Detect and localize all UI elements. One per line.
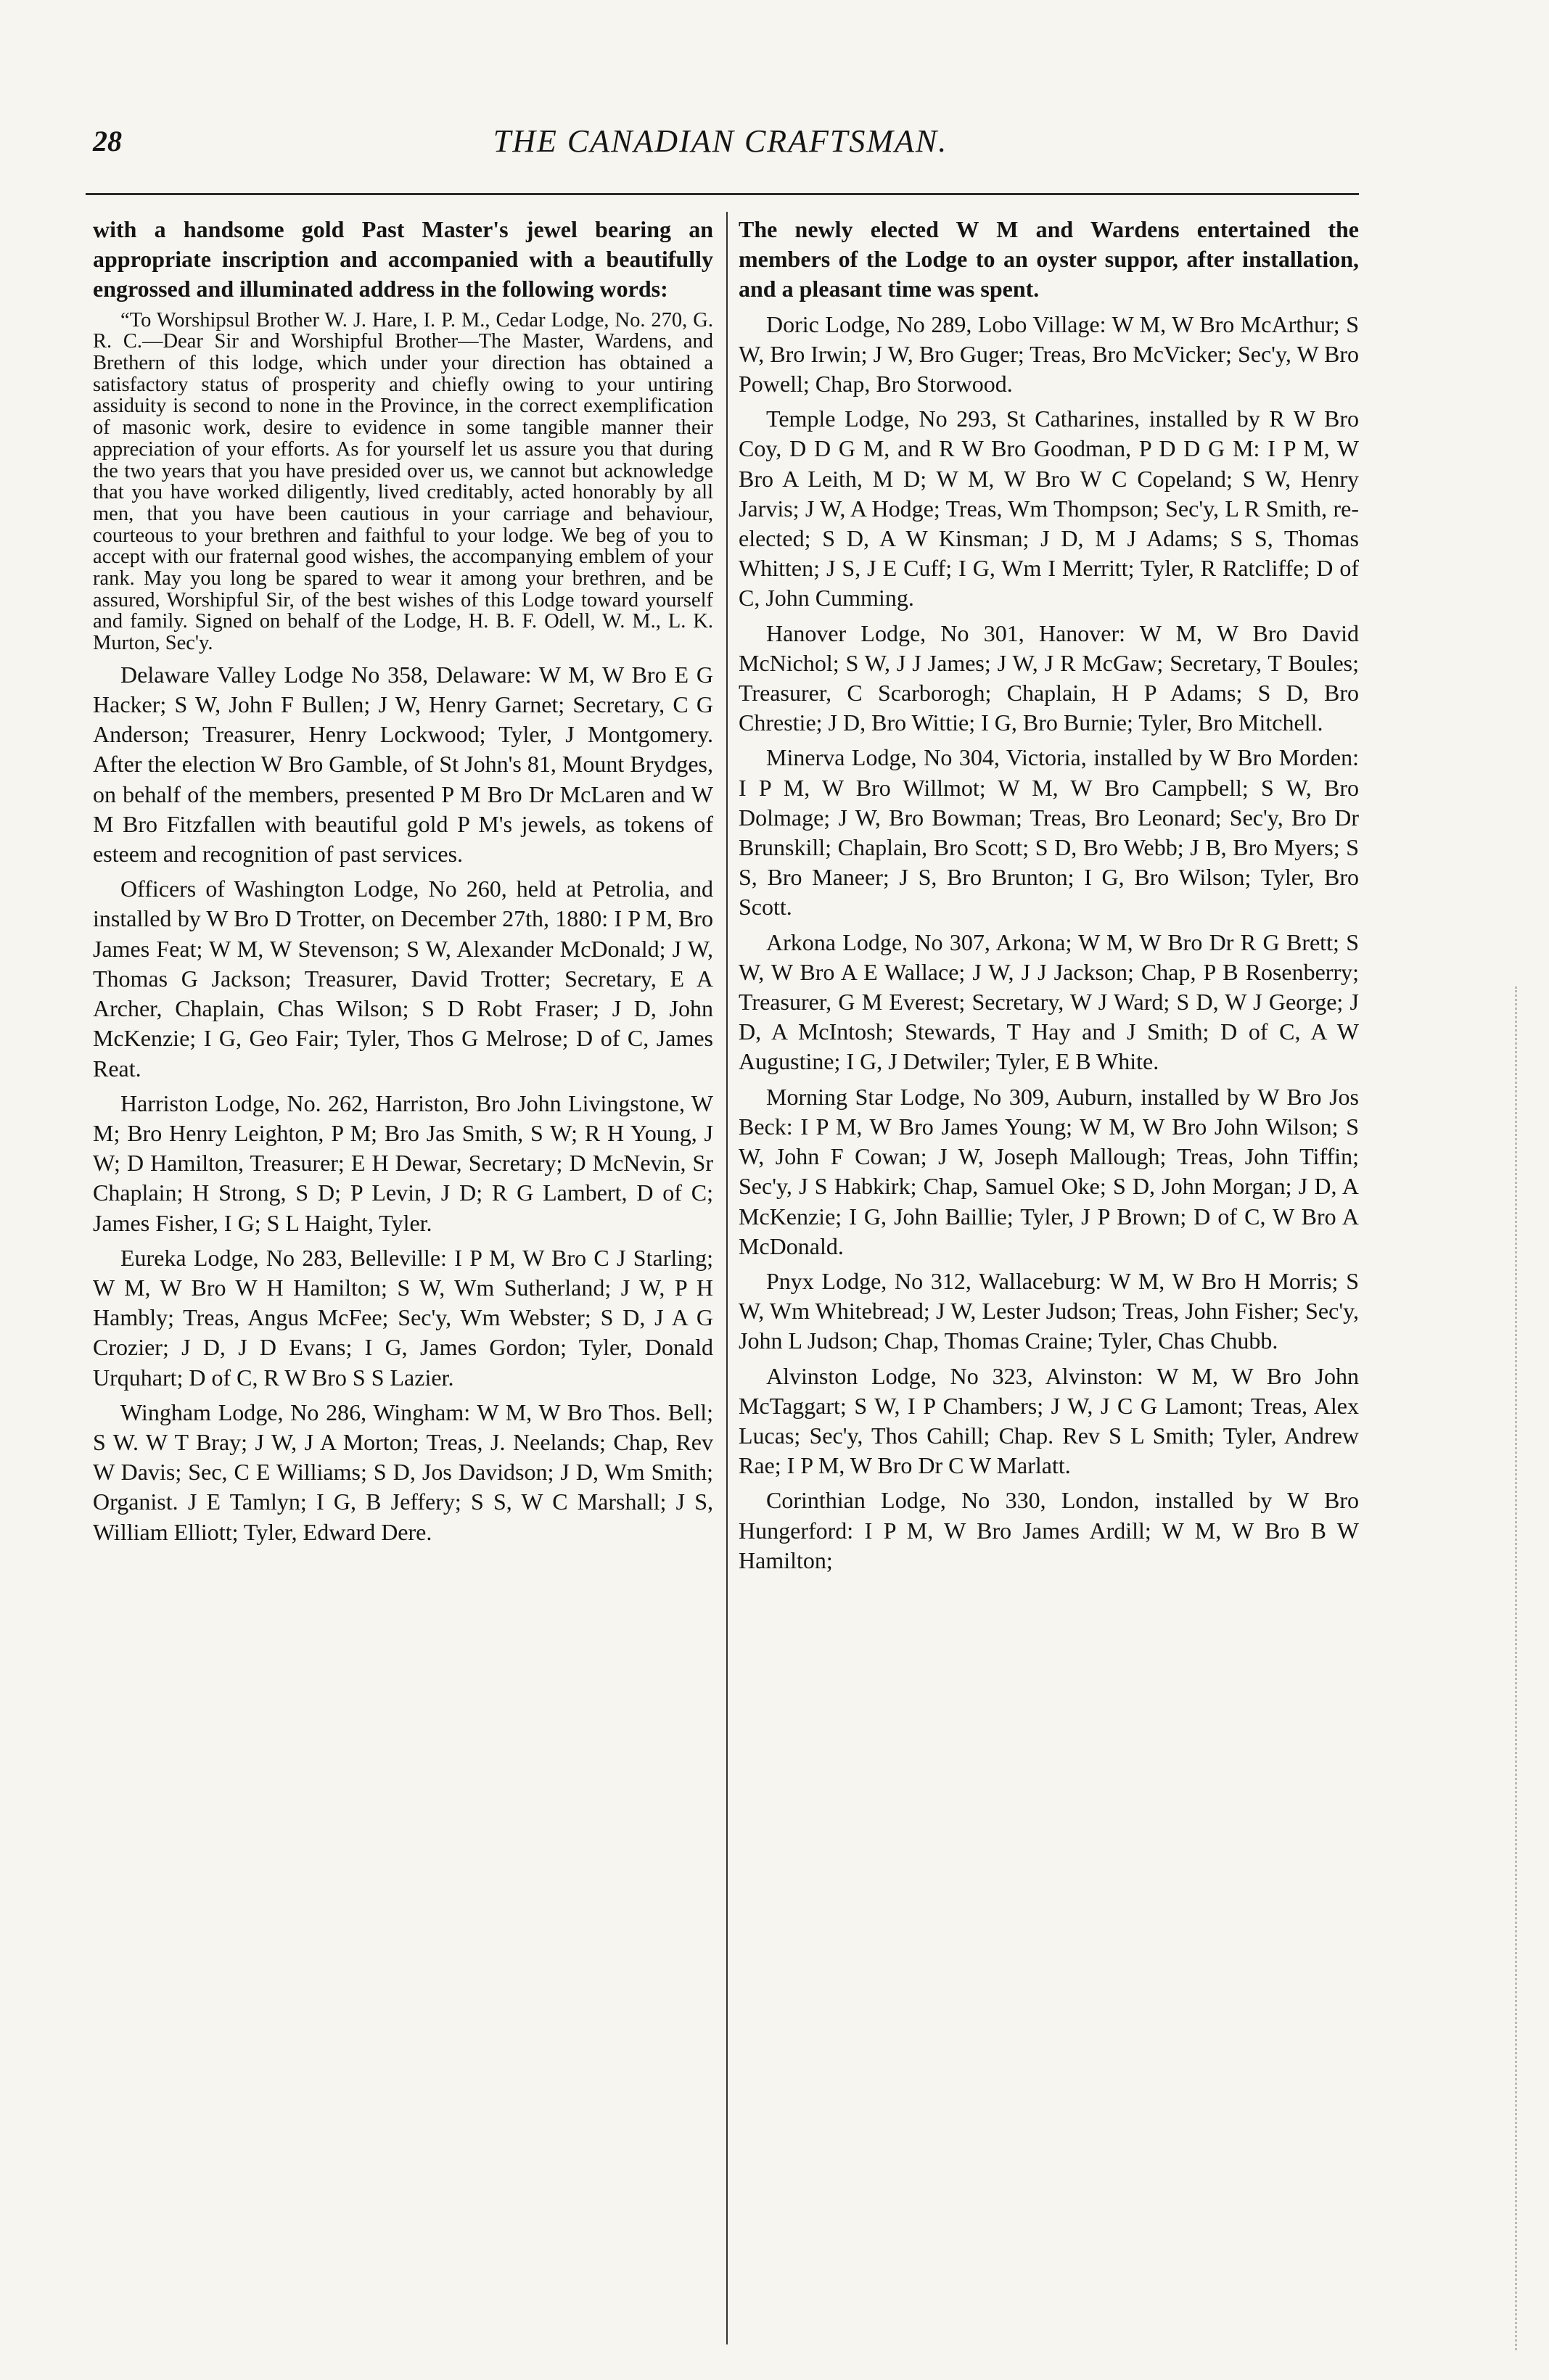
header-rule [86, 193, 1359, 195]
doric-lodge: Doric Lodge, No 289, Lobo Village: W M, W Bro McArthur; S W, Bro Irwin; J W, Bro Guger; Treas, Bro McVicker; Sec'y, W Bro Powell; Chap, Bro Storwood. [739, 310, 1359, 398]
column-divider [726, 212, 728, 2344]
morning-star-lodge: Morning Star Lodge, No 309, Auburn, installed by W Bro Jos Beck: I P M, W Bro James Young; W M, W Bro John Wilson; S W, John F Cowan; J W, Joseph Mallough; Treas, John Tiffin; Sec'y, J S Habkirk; Chap, Samuel Oke; S D, John Morgan; J D, A McKenzie; I G, John Baillie; Tyler, J P Brown; D of C, W Bro A McDonald. [739, 1083, 1359, 1259]
minerva-lodge: Minerva Lodge, No 304, Victoria, installed by W Bro Morden: I P M, W Bro Willmot; W M, W Bro Campbell; S W, Bro Dolmage; J W, Bro Bowman; Treas, Bro Leonard; Sec'y, Bro Dr Brunskill; Chaplain, Bro Scott; S D, Bro Webb; J B, Bro Myers; S S, Bro Maneer; J S, Bro Brunton; I G, Bro Wilson; Tyler, Bro Scott. [739, 744, 1359, 921]
intro-paragraph: with a handsome gold Past Master's jewel bearing an appropriate inscription and accompanied with a beautifully engrossed and illuminated address in the following words: [93, 216, 713, 302]
page-edge-mark [1515, 987, 1524, 2350]
harriston-lodge: Harriston Lodge, No. 262, Harriston, Bro John Livingstone, W M; Bro Henry Leighton, P M; Bro Jas Smith, S W; R H Young, J W; D Hamilton, Treasurer; E H Dewar, Secretary; D McNevin, Sr Chaplain; H Strong, S D; P Levin, J D; R G Lambert, D of C; James Fisher, I G; S L Haight, Tyler. [93, 1090, 713, 1236]
corinthian-lodge: Corinthian Lodge, No 330, London, installed by W Bro Hungerford: I P M, W Bro James Ardill; W M, W Bro B W Hamilton; [739, 1487, 1359, 1573]
page-header [93, 116, 1348, 167]
hanover-lodge: Hanover Lodge, No 301, Hanover: W M, W Bro David McNichol; S W, J J James; J W, J R McGaw; Secretary, T Boules; Treasurer, C Scarborogh; Chaplain, H P Adams; S D, Bro Chrestie; J D, Bro Wittie; I G, Bro Burnie; Tyler, Bro Mitchell. [739, 619, 1359, 736]
eureka-lodge: Eureka Lodge, No 283, Belleville: I P M, W Bro C J Starling; W M, W Bro W H Hamilton; S W, Wm Sutherland; J W, P H Hambly; Treas, Angus McFee; Sec'y, Wm Webster; S D, J A G Crozier; J D, J D Evans; I G, James Gordon; Tyler, Donald Urquhart; D of C, R W Bro S S Lazier. [93, 1244, 713, 1391]
page-number: 28 [93, 125, 122, 157]
alvinston-lodge: Alvinston Lodge, No 323, Alvinston: W M, W Bro John McTaggart; S W, I P Chambers; J W, J C G Lamont; Treas, Alex Lucas; Sec'y, Thos Cahill; Chap. Rev S L Smith; Tyler, Andrew Rae; I P M, W Bro Dr C W Marlatt. [739, 1362, 1359, 1479]
wingham-lodge: Wingham Lodge, No 286, Wingham: W M, W Bro Thos. Bell; S W. W T Bray; J W, J A Morton; Treas, J. Neelands; Chap, Rev W Davis; Sec, C E Williams; S D, Jos Davidson; J D, Wm Smith; Organist. J E Tamlyn; I G, B Jeffery; S S, W C Marshall; J S, William Elliott; Tyler, Edward Dere. [93, 1399, 713, 1545]
pnyx-lodge: Pnyx Lodge, No 312, Wallaceburg: W M, W Bro H Morris; S W, Wm Whitebread; J W, Lester Judson; Treas, John Fisher; Sec'y, John L Judson; Chap, Thomas Craine; Tyler, Chas Chubb. [739, 1267, 1359, 1354]
left-column [93, 215, 713, 1552]
temple-lodge: Temple Lodge, No 293, St Catharines, installed by R W Bro Coy, D D G M, and R W Bro Goodman, P D D G M: I P M, W Bro A Leith, M D; W M, W Bro W C Copeland; S W, Henry Jarvis; J W, A Hodge; Treas, Wm Thompson; Sec'y, L R Smith, re-elected; S D, A W Kinsman; J D, M J Adams; S S, Thomas Whitten; J S, J E Cuff; I G, Wm I Merritt; Tyler, R Ratcliffe; D of C, John Cumming. [739, 405, 1359, 612]
right-column [739, 215, 1359, 1581]
continued-paragraph: The newly elected W M and Wardens entertained the members of the Lodge to an oyster suppor, after installation, and a pleasant time was spent. [739, 216, 1359, 302]
arkona-lodge: Arkona Lodge, No 307, Arkona; W M, W Bro Dr R G Brett; S W, W Bro A E Wallace; J W, J J Jackson; Chap, P B Rosenberry; Treasurer, G M Everest; Secretary, W J Ward; S D, W J George; J D, A McIntosh; Stewards, T Hay and J Smith; D of C, A W Augustine; I G, J Detwiler; Tyler, E B White. [739, 928, 1359, 1075]
address-paragraph: “To Worshipsul Brother W. J. Hare, I. P. M., Cedar Lodge, No. 270, G. R. C.—Dear Sir and Worshipful Brother—The Master, Wardens, and Brethern of this lodge, which under your direction has obtained a satisfactory status of prosperity and chiefly owing to your untiring assiduity is second to none in the Province, in the correct exemplification of masonic work, desire to evidence in some tangible manner their appreciation of your efforts. As for yourself let us assure you that during the two years that you have presided over us, we cannot but acknowledge that you have worked diligently, lived creditably, acted honorably by all men, that you have been cautious in your carriage and behaviour, courteous to your brethren and faithful to your lodge. We beg of you to accept with our fraternal good wishes, the accompanying emblem of your rank. May you long be spared to wear it among your brethren, and be assured, Worshipful Sir, of the best wishes of this Lodge toward yourself and family. Signed on behalf of the Lodge, H. B. F. Odell, W. M., L. K. Murton, Sec'y. [93, 308, 713, 655]
washington-lodge: Officers of Washington Lodge, No 260, held at Petrolia, and installed by W Bro D Trotter, on December 27th, 1880: I P M, Bro James Feat; W M, W Stevenson; S W, Alexander McDonald; J W, Thomas G Jackson; Treasurer, David Trotter; Secretary, E A Archer, Chaplain, Chas Wilson; S D Robt Fraser; J D, John McKenzie; I G, Geo Fair; Tyler, Thos G Melrose; D of C, James Reat. [93, 876, 713, 1082]
page-title: THE CANADIAN CRAFTSMAN. [493, 123, 948, 159]
delaware-valley-lodge: Delaware Valley Lodge No 358, Delaware: W M, W Bro E G Hacker; S W, John F Bullen; J W, Henry Garnet; Secretary, C G Anderson; Treasurer, Henry Lockwood; Tyler, J Montgomery. After the election W Bro Gamble, of St John's 81, Mount Brydges, on behalf of the members, presented P M Bro Dr McLaren and W M Bro Fitzfallen with beautiful gold P M's jewels, as tokens of esteem and recognition of past services. [93, 661, 713, 868]
